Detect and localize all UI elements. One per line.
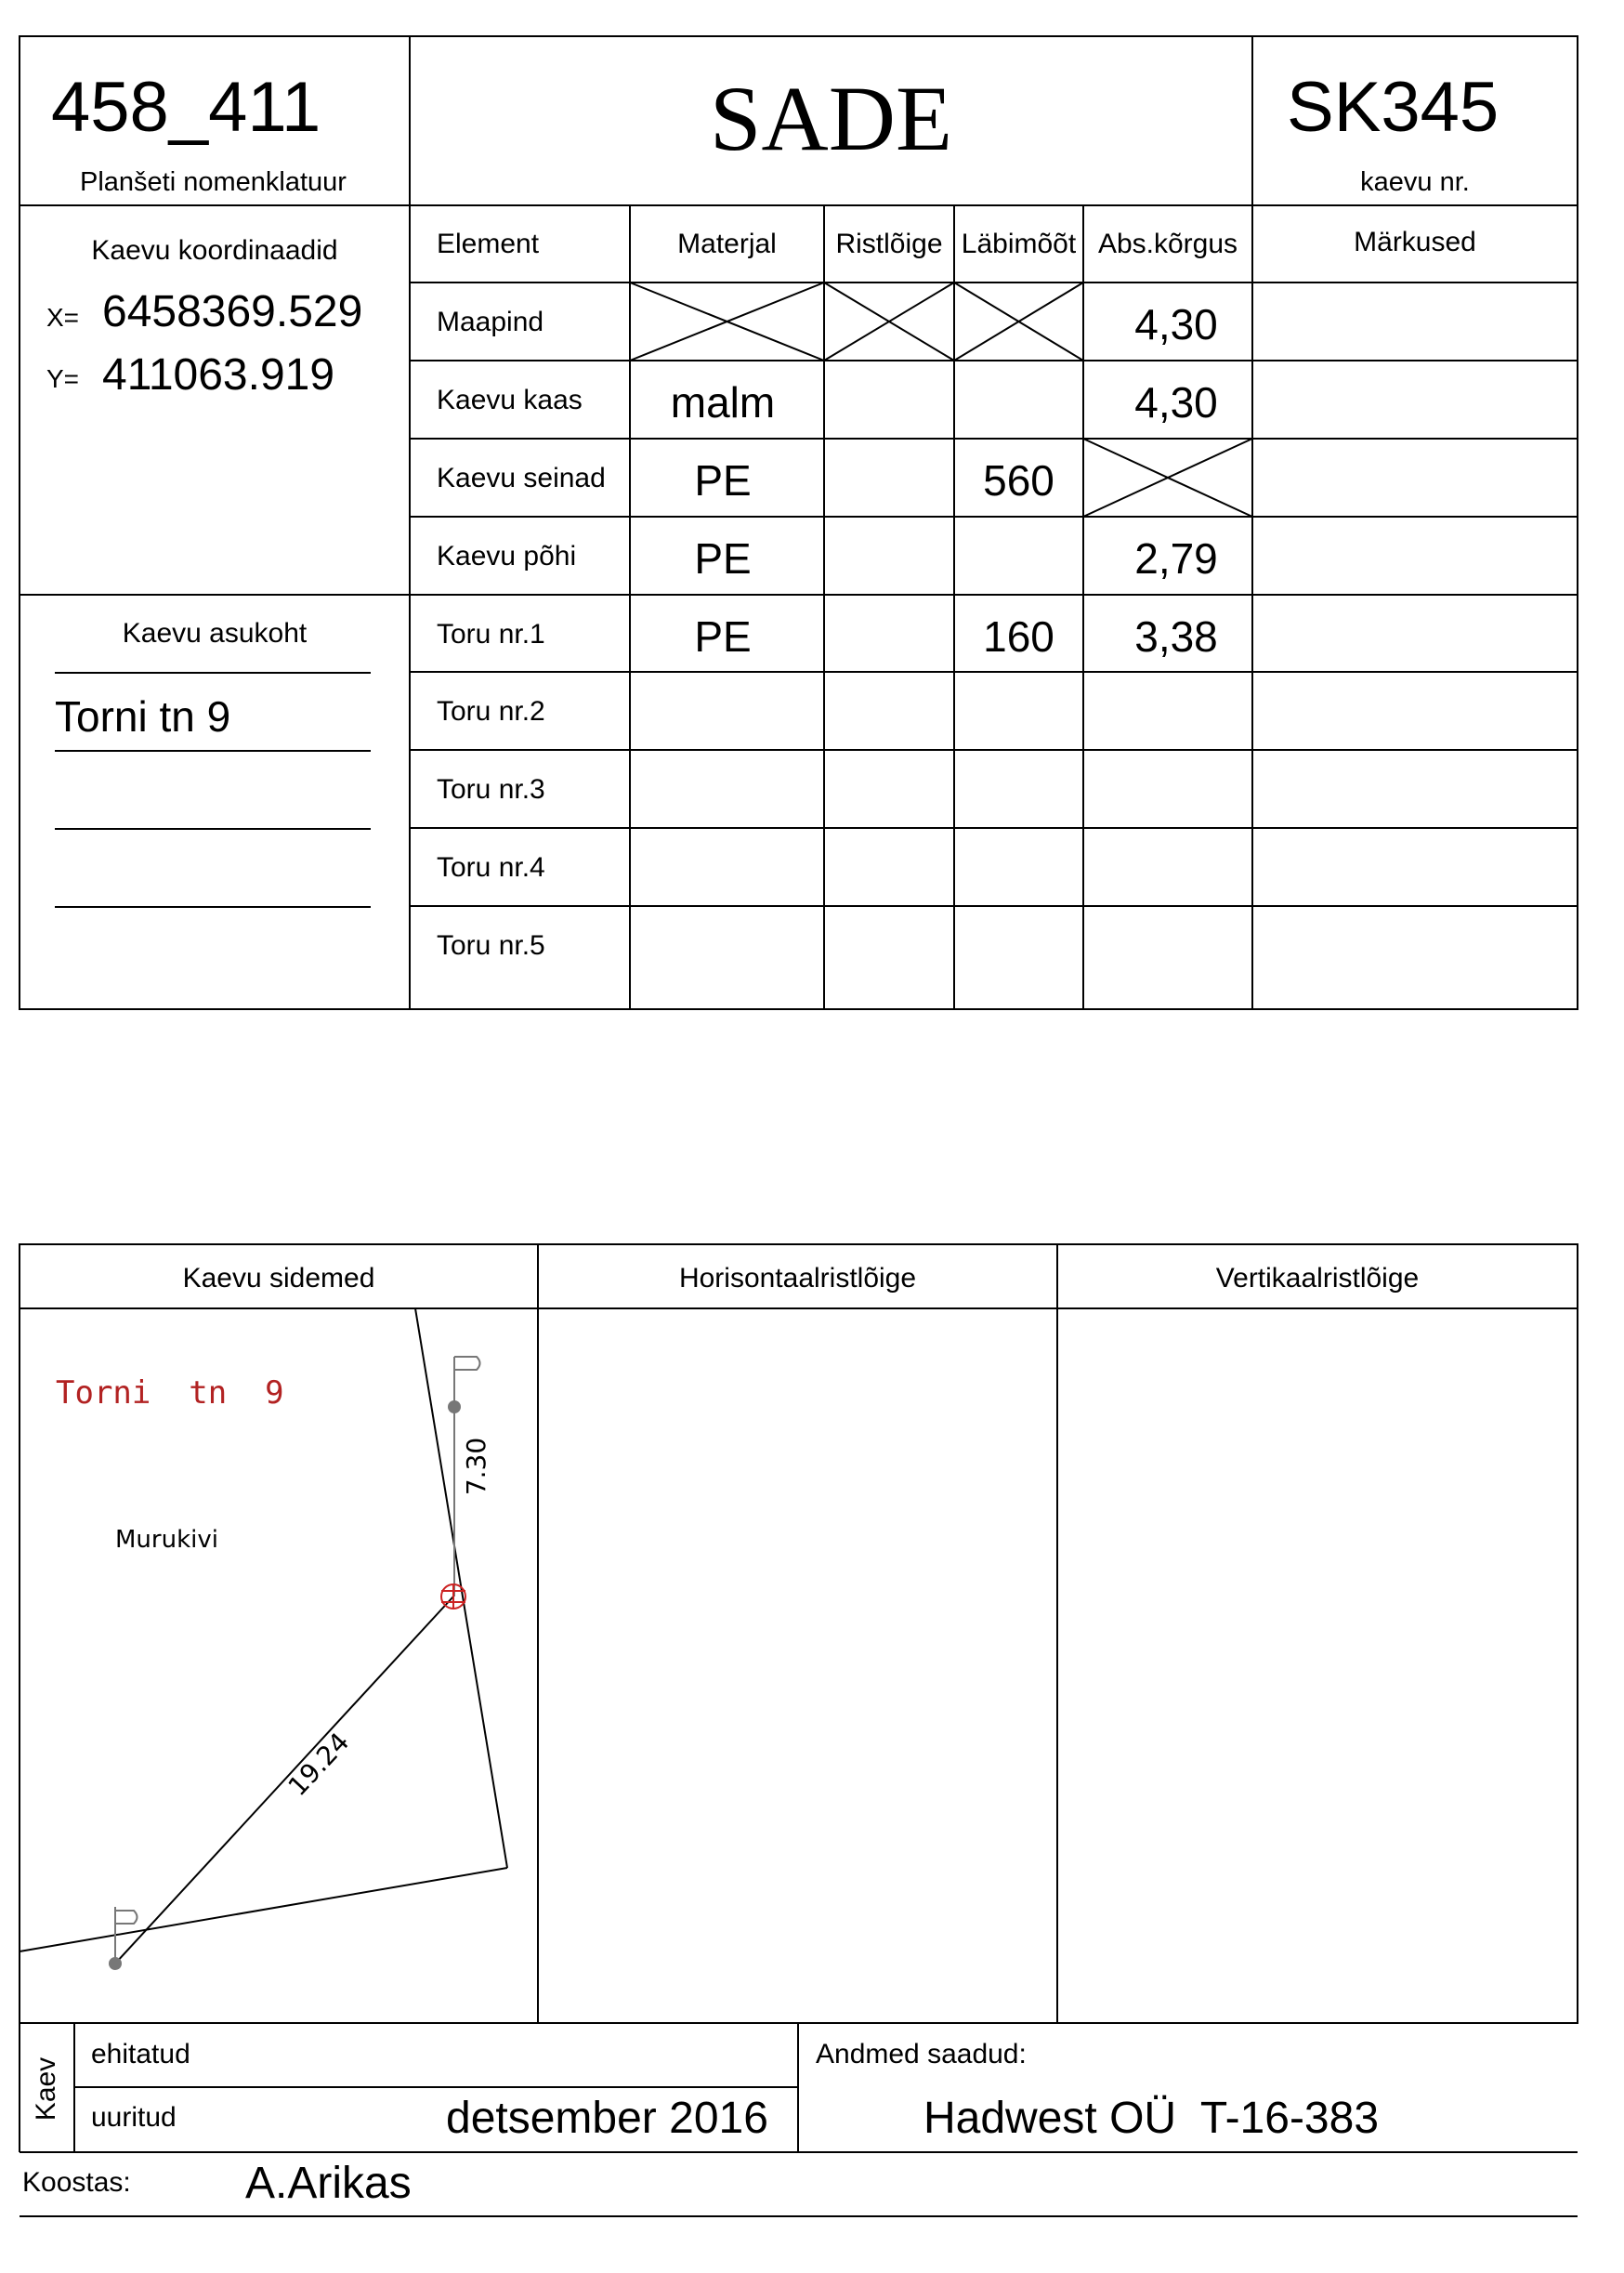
surveyed-label: uuritud bbox=[91, 2102, 177, 2133]
row-material: PE bbox=[694, 534, 752, 583]
author-label: Koostas: bbox=[22, 2167, 131, 2198]
distance-diag-label: 19.24 bbox=[282, 1726, 356, 1803]
col-header-section: Ristlõige bbox=[835, 229, 943, 259]
row-element: Toru nr.1 bbox=[437, 619, 545, 650]
row-material: PE bbox=[694, 612, 752, 661]
row-elevation: 2,79 bbox=[1134, 534, 1218, 583]
col-heading-vertical: Vertikaalristlõige bbox=[1215, 1263, 1420, 1294]
col-header-element: Element bbox=[437, 229, 540, 259]
row-element: Kaevu kaas bbox=[437, 385, 583, 415]
row-element: Toru nr.2 bbox=[437, 696, 545, 727]
source-label: Andmed saadud: bbox=[816, 2039, 1027, 2069]
sketch-area-label: Murukivi bbox=[115, 1526, 218, 1554]
col-header-diameter: Läbimõõt bbox=[961, 229, 1077, 259]
row-element: Maapind bbox=[437, 307, 544, 337]
row-element: Toru nr.4 bbox=[437, 852, 545, 883]
col-header-elevation: Abs.kõrgus bbox=[1097, 229, 1238, 259]
distance-top-label: 7.30 bbox=[461, 1437, 491, 1496]
x-value: 6458369.529 bbox=[102, 287, 363, 336]
coordinates-heading: Kaevu koordinaadid bbox=[91, 235, 338, 266]
row-element: Toru nr.3 bbox=[437, 774, 545, 805]
row-elevation: 4,30 bbox=[1134, 300, 1218, 348]
col-header-material: Materjal bbox=[677, 229, 777, 259]
col-heading-links: Kaevu sidemed bbox=[182, 1263, 375, 1294]
well-number: SK345 bbox=[1287, 68, 1500, 147]
kaev-label: Kaev bbox=[31, 2056, 61, 2122]
row-diameter: 560 bbox=[983, 456, 1054, 505]
x-label: X= bbox=[46, 303, 80, 332]
col-heading-horizontal: Horisontaalristlõige bbox=[678, 1263, 917, 1294]
well-caption: kaevu nr. bbox=[1360, 167, 1470, 197]
location-heading: Kaevu asukoht bbox=[122, 618, 308, 649]
sheet-number: 458_411 bbox=[51, 68, 321, 147]
row-material: malm bbox=[670, 378, 776, 427]
row-material: PE bbox=[694, 456, 752, 505]
row-elevation: 4,30 bbox=[1134, 378, 1218, 427]
col-header-notes: Märkused bbox=[1354, 227, 1476, 257]
y-value: 411063.919 bbox=[102, 350, 335, 400]
built-label: ehitatud bbox=[91, 2039, 190, 2069]
row-element: Kaevu põhi bbox=[437, 541, 577, 572]
y-label: Y= bbox=[46, 364, 80, 393]
sheet-caption: Planšeti nomenklatuur bbox=[80, 167, 347, 197]
surveyed-value: detsember 2016 bbox=[446, 2094, 768, 2143]
sketch-address-label: Torni tn 9 bbox=[56, 1374, 284, 1412]
row-element: Toru nr.5 bbox=[437, 930, 545, 961]
location-line-1: Torni tn 9 bbox=[55, 692, 231, 741]
author-value: A.Arikas bbox=[245, 2159, 412, 2208]
row-element: Kaevu seinad bbox=[437, 463, 606, 493]
row-diameter: 160 bbox=[983, 612, 1054, 661]
page-title: SADE bbox=[709, 67, 953, 170]
source-value: Hadwest OÜ T-16-383 bbox=[923, 2094, 1380, 2143]
row-elevation: 3,38 bbox=[1134, 612, 1218, 661]
